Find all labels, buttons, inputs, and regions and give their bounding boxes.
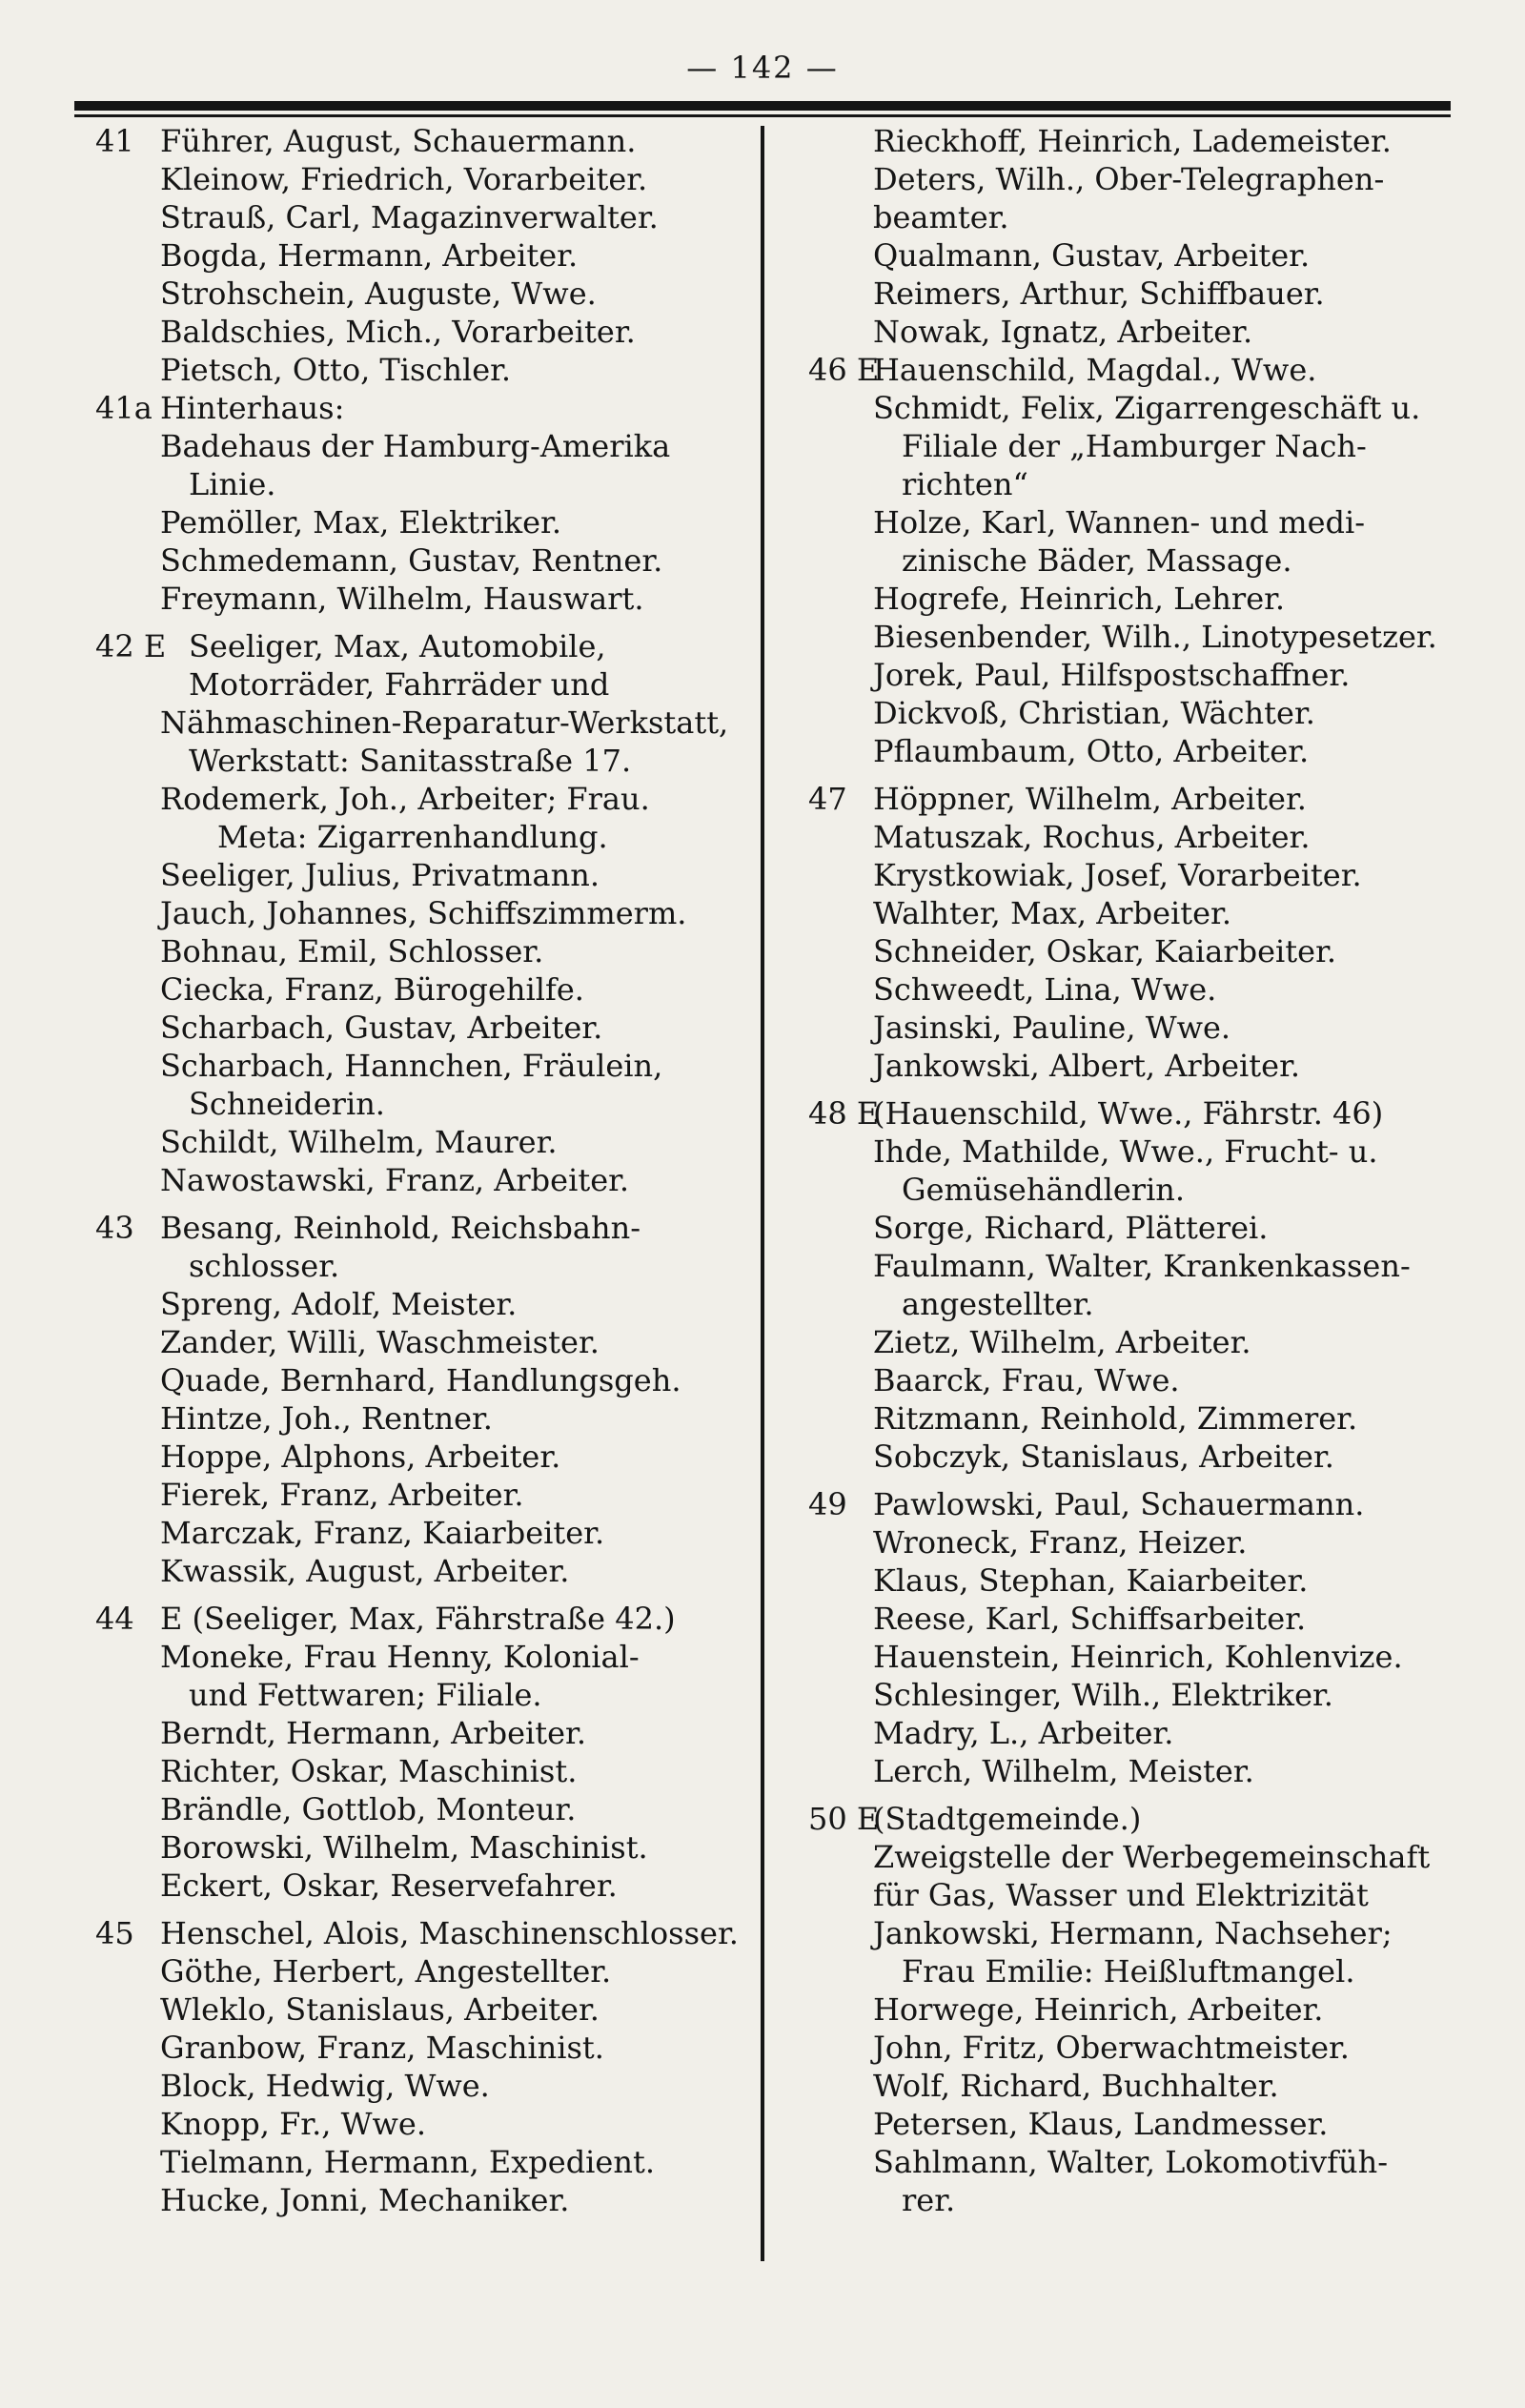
resident-text: Hauenschild, Magdal., Wwe.: [873, 352, 1317, 388]
resident-line: [95, 1990, 762, 2029]
resident-line: [95, 1790, 762, 1828]
resident-text: Besang, Reinhold, Reichsbahn-: [160, 1210, 641, 1246]
resident-text: Sobczyk, Stanislaus, Arbeiter.: [873, 1439, 1334, 1475]
resident-line: [808, 122, 1475, 160]
resident-line: [808, 160, 1475, 198]
resident-text: Petersen, Klaus, Landmesser.: [873, 2106, 1329, 2142]
resident-line: [808, 1752, 1475, 1790]
resident-line: [808, 2105, 1475, 2143]
resident-text: Wolf, Richard, Buchhalter.: [873, 2068, 1279, 2104]
house-entry: [808, 122, 1475, 351]
resident-text: Werkstatt: Sanitasstraße 17.: [189, 743, 632, 779]
resident-text: Dickvoß, Christian, Wächter.: [873, 695, 1315, 731]
resident-line: [808, 1485, 1475, 1523]
resident-text: Klaus, Stephan, Kaiarbeiter.: [873, 1562, 1309, 1599]
resident-text: Wleklo, Stanislaus, Arbeiter.: [160, 1991, 600, 2028]
resident-line: [808, 970, 1475, 1009]
resident-text: Freymann, Wilhelm, Hauswart.: [160, 581, 644, 617]
resident-text: Qualmann, Gustav, Arbeiter.: [873, 237, 1311, 274]
resident-text: Motorräder, Fahrräder und: [189, 666, 610, 703]
resident-text: Berndt, Hermann, Arbeiter.: [160, 1715, 586, 1751]
resident-line: [808, 1399, 1475, 1438]
resident-text: Strohschein, Auguste, Wwe.: [160, 275, 597, 312]
house-number: 48 E: [808, 1095, 880, 1132]
resident-text: Schmidt, Felix, Zigarrengeschäft u.: [873, 390, 1421, 426]
house-entry: [808, 1094, 1475, 1476]
resident-line: [808, 932, 1475, 970]
resident-line: [95, 932, 762, 970]
resident-line: [95, 2067, 762, 2105]
house-entry: [95, 1209, 762, 1590]
resident-line: [95, 1867, 762, 1905]
house-entry: [808, 780, 1475, 1085]
resident-text: Spreng, Adolf, Meister.: [160, 1286, 518, 1322]
resident-line: [808, 1676, 1475, 1714]
resident-text: Pawlowski, Paul, Schauermann.: [873, 1486, 1365, 1522]
resident-text: Rieckhoff, Heinrich, Lademeister.: [873, 123, 1392, 159]
resident-text: Pietsch, Otto, Tischler.: [160, 352, 512, 388]
resident-line: [808, 1323, 1475, 1361]
resident-text: Hintze, Joh., Rentner.: [160, 1400, 493, 1437]
resident-line: [95, 856, 762, 894]
resident-line: [808, 541, 1475, 580]
resident-line: [808, 1914, 1475, 1952]
house-entry: [95, 1914, 762, 2219]
resident-text: Ritzmann, Reinhold, Zimmerer.: [873, 1400, 1358, 1437]
resident-text: beamter.: [873, 199, 1009, 235]
resident-line: [95, 198, 762, 236]
resident-line: [95, 1323, 762, 1361]
resident-text: (Hauenschild, Wwe., Fährstr. 46): [873, 1095, 1384, 1132]
resident-line: [95, 2105, 762, 2143]
resident-line: [95, 275, 762, 313]
resident-text: Horwege, Heinrich, Arbeiter.: [873, 1991, 1324, 2028]
resident-line: [808, 465, 1475, 503]
resident-line: [808, 1285, 1475, 1323]
resident-line: [808, 1247, 1475, 1285]
resident-line: [95, 1438, 762, 1476]
resident-text: Krystkowiak, Josef, Vorarbeiter.: [873, 857, 1362, 893]
resident-text: Filiale der „Hamburger Nach-: [902, 428, 1367, 464]
resident-line: [808, 1047, 1475, 1085]
resident-line: [808, 1561, 1475, 1600]
resident-text: Pemöller, Max, Elektriker.: [160, 504, 561, 541]
resident-text: Block, Hedwig, Wwe.: [160, 2068, 490, 2104]
resident-text: Jasinski, Pauline, Wwe.: [873, 1010, 1231, 1046]
resident-line: [808, 313, 1475, 351]
house-entry: [808, 1485, 1475, 1790]
resident-line: [95, 160, 762, 198]
resident-text: Hucke, Jonni, Mechaniker.: [160, 2182, 570, 2218]
resident-line: [808, 351, 1475, 389]
resident-line: [95, 236, 762, 275]
resident-line: [95, 465, 762, 503]
house-entry: [95, 1600, 762, 1905]
resident-line: [95, 1247, 762, 1285]
resident-text: E (Seeliger, Max, Fährstraße 42.): [160, 1601, 676, 1637]
resident-line: [808, 2143, 1475, 2181]
resident-text: Schmedemann, Gustav, Rentner.: [160, 542, 663, 579]
resident-line: [95, 1123, 762, 1161]
resident-line: [808, 1361, 1475, 1399]
resident-line: [808, 580, 1475, 618]
resident-text: Knopp, Fr., Wwe.: [160, 2106, 426, 2142]
house-number: 42 E: [95, 628, 167, 664]
resident-text: Seeliger, Julius, Privatmann.: [160, 857, 600, 893]
resident-line: [95, 1676, 762, 1714]
resident-line: [808, 694, 1475, 732]
resident-text: Führer, August, Schauermann.: [160, 123, 637, 159]
resident-text: Hauenstein, Heinrich, Kohlenvize.: [873, 1639, 1403, 1675]
resident-text: Nähmaschinen-Reparatur-Werkstatt,: [160, 704, 729, 741]
resident-text: Gemüsehändlerin.: [902, 1172, 1186, 1208]
resident-text: Nawostawski, Franz, Arbeiter.: [160, 1162, 630, 1198]
resident-text: Pflaumbaum, Otto, Arbeiter.: [873, 733, 1310, 769]
resident-text: Kwassik, August, Arbeiter.: [160, 1553, 570, 1589]
resident-text: Linie.: [189, 466, 276, 502]
resident-text: Jauch, Johannes, Schiffszimmerm.: [160, 895, 687, 931]
resident-text: Scharbach, Hannchen, Fräulein,: [160, 1048, 663, 1084]
resident-text: Granbow, Franz, Maschinist.: [160, 2030, 604, 2066]
resident-line: [808, 389, 1475, 427]
resident-line: [808, 1638, 1475, 1676]
resident-line: [95, 2181, 762, 2219]
house-entry: [808, 351, 1475, 770]
resident-line: [808, 1952, 1475, 1990]
resident-text: rer.: [902, 2182, 956, 2218]
resident-text: angestellter.: [902, 1286, 1094, 1322]
resident-text: Reimers, Arthur, Schiffbauer.: [873, 275, 1325, 312]
resident-text: Baldschies, Mich., Vorarbeiter.: [160, 314, 636, 350]
header-rule-thin: [74, 114, 1451, 117]
resident-text: Henschel, Alois, Maschinenschlosser.: [160, 1915, 739, 1951]
house-number: 41a: [95, 390, 152, 426]
right-column: [808, 122, 1475, 2229]
resident-line: [95, 313, 762, 351]
resident-line: [808, 818, 1475, 856]
resident-line: [808, 1990, 1475, 2029]
left-column: [95, 122, 762, 2229]
resident-line: [95, 1952, 762, 1990]
resident-line: [95, 970, 762, 1009]
house-number: 43: [95, 1210, 134, 1246]
resident-line: [95, 894, 762, 932]
resident-line: [808, 2029, 1475, 2067]
resident-line: [95, 1009, 762, 1047]
header-rule-thick: [74, 101, 1451, 111]
resident-line: [95, 1752, 762, 1790]
resident-text: Bohnau, Emil, Schlosser.: [160, 933, 544, 969]
resident-text: Borowski, Wilhelm, Maschinist.: [160, 1829, 648, 1866]
resident-line: [95, 627, 762, 665]
resident-line: [808, 198, 1475, 236]
resident-line: [95, 818, 762, 856]
house-number: 46 E: [808, 352, 880, 388]
resident-text: Hoppe, Alphons, Arbeiter.: [160, 1439, 561, 1475]
resident-line: [95, 1600, 762, 1638]
resident-text: Biesenbender, Wilh., Linotypesetzer.: [873, 619, 1437, 655]
resident-line: [95, 351, 762, 389]
resident-line: [808, 1009, 1475, 1047]
resident-text: Lerch, Wilhelm, Meister.: [873, 1753, 1254, 1789]
resident-line: [95, 1285, 762, 1323]
resident-text: Göthe, Herbert, Angestellter.: [160, 1953, 612, 1990]
resident-text: Hinterhaus:: [160, 390, 345, 426]
resident-line: [95, 503, 762, 541]
house-number: 45: [95, 1915, 134, 1951]
resident-text: Schneiderin.: [189, 1086, 385, 1122]
resident-line: [808, 656, 1475, 694]
resident-line: [808, 2067, 1475, 2105]
resident-line: [95, 1552, 762, 1590]
resident-text: Madry, L., Arbeiter.: [873, 1715, 1174, 1751]
resident-line: [808, 1094, 1475, 1133]
resident-line: [95, 1914, 762, 1952]
resident-text: Meta: Zigarrenhandlung.: [217, 819, 608, 855]
resident-text: Jorek, Paul, Hilfspostschaffner.: [873, 657, 1351, 693]
resident-text: Reese, Karl, Schiffsarbeiter.: [873, 1601, 1307, 1637]
resident-text: Jankowski, Albert, Arbeiter.: [873, 1048, 1301, 1084]
house-entry: [95, 122, 762, 389]
resident-line: [808, 1714, 1475, 1752]
resident-text: Zander, Willi, Waschmeister.: [160, 1324, 600, 1360]
resident-text: zinische Bäder, Massage.: [902, 542, 1292, 579]
resident-line: [808, 275, 1475, 313]
resident-line: [95, 427, 762, 465]
resident-text: Zweigstelle der Werbegemeinschaft: [873, 1839, 1431, 1875]
resident-text: Schweedt, Lina, Wwe.: [873, 971, 1217, 1008]
resident-line: [808, 236, 1475, 275]
resident-line: [808, 2181, 1475, 2219]
resident-text: Marczak, Franz, Kaiarbeiter.: [160, 1515, 605, 1551]
resident-line: [808, 1800, 1475, 1838]
resident-text: Seeliger, Max, Automobile,: [189, 628, 606, 664]
resident-line: [808, 1600, 1475, 1638]
resident-line: [95, 580, 762, 618]
resident-text: Walhter, Max, Arbeiter.: [873, 895, 1231, 931]
house-number: 41: [95, 123, 134, 159]
resident-line: [808, 1438, 1475, 1476]
resident-line: [808, 618, 1475, 656]
house-number: 44: [95, 1601, 134, 1637]
resident-line: [95, 389, 762, 427]
resident-text: Eckert, Oskar, Reservefahrer.: [160, 1867, 618, 1904]
house-entry: [95, 627, 762, 1199]
resident-text: und Fettwaren; Filiale.: [189, 1677, 542, 1713]
resident-line: [95, 1399, 762, 1438]
resident-text: für Gas, Wasser und Elektrizität: [873, 1877, 1369, 1913]
resident-line: [95, 541, 762, 580]
resident-line: [95, 1638, 762, 1676]
resident-text: (Stadtgemeinde.): [873, 1801, 1142, 1837]
resident-text: Matuszak, Rochus, Arbeiter.: [873, 819, 1311, 855]
resident-text: John, Fritz, Oberwachtmeister.: [873, 2030, 1350, 2066]
resident-text: Deters, Wilh., Ober-Telegraphen-: [873, 161, 1385, 197]
resident-text: Kleinow, Friedrich, Vorarbeiter.: [160, 161, 648, 197]
resident-line: [808, 856, 1475, 894]
resident-line: [95, 1047, 762, 1085]
resident-text: Fierek, Franz, Arbeiter.: [160, 1477, 524, 1513]
house-number: 49: [808, 1486, 847, 1522]
resident-text: Schneider, Oskar, Kaiarbeiter.: [873, 933, 1337, 969]
resident-line: [95, 665, 762, 704]
resident-line: [95, 742, 762, 780]
house-number: 47: [808, 781, 847, 817]
resident-text: Rodemerk, Joh., Arbeiter; Frau.: [160, 781, 650, 817]
resident-line: [95, 780, 762, 818]
resident-text: Jankowski, Hermann, Nachseher;: [873, 1915, 1393, 1951]
resident-text: Holze, Karl, Wannen- und medi-: [873, 504, 1366, 541]
resident-text: Scharbach, Gustav, Arbeiter.: [160, 1010, 603, 1046]
house-entry: [808, 1800, 1475, 2219]
resident-line: [808, 732, 1475, 770]
resident-line: [95, 1476, 762, 1514]
resident-text: Ciecka, Franz, Bürogehilfe.: [160, 971, 584, 1008]
resident-text: Frau Emilie: Heißluftmangel.: [902, 1953, 1355, 1990]
resident-line: [95, 2143, 762, 2181]
resident-line: [808, 1876, 1475, 1914]
resident-line: [95, 2029, 762, 2067]
resident-text: richten“: [902, 466, 1028, 502]
resident-text: Schlesinger, Wilh., Elektriker.: [873, 1677, 1333, 1713]
resident-text: schlosser.: [189, 1248, 340, 1284]
resident-text: Bogda, Hermann, Arbeiter.: [160, 237, 579, 274]
resident-line: [808, 780, 1475, 818]
resident-line: [95, 122, 762, 160]
resident-line: [95, 1714, 762, 1752]
resident-text: Richter, Oskar, Maschinist.: [160, 1753, 578, 1789]
resident-text: Moneke, Frau Henny, Kolonial-: [160, 1639, 640, 1675]
resident-text: Wroneck, Franz, Heizer.: [873, 1524, 1248, 1561]
resident-line: [95, 1828, 762, 1867]
house-number: 50 E: [808, 1801, 880, 1837]
resident-text: Baarck, Frau, Wwe.: [873, 1362, 1180, 1398]
resident-line: [95, 1085, 762, 1123]
resident-line: [95, 704, 762, 742]
resident-line: [808, 894, 1475, 932]
resident-line: [808, 1523, 1475, 1561]
resident-text: Ihde, Mathilde, Wwe., Frucht- u.: [873, 1133, 1378, 1170]
resident-text: Sorge, Richard, Plätterei.: [873, 1210, 1269, 1246]
resident-text: Quade, Bernhard, Handlungsgeh.: [160, 1362, 681, 1398]
resident-line: [95, 1361, 762, 1399]
resident-text: Schildt, Wilhelm, Maurer.: [160, 1124, 558, 1160]
resident-text: Badehaus der Hamburg-Amerika: [160, 428, 671, 464]
resident-text: Hogrefe, Heinrich, Lehrer.: [873, 581, 1286, 617]
resident-text: Brändle, Gottlob, Monteur.: [160, 1791, 577, 1827]
page-number: — 142 —: [686, 50, 839, 86]
resident-line: [95, 1161, 762, 1199]
resident-line: [808, 427, 1475, 465]
resident-text: Strauß, Carl, Magazinverwalter.: [160, 199, 659, 235]
resident-text: Höppner, Wilhelm, Arbeiter.: [873, 781, 1307, 817]
resident-text: Tielmann, Hermann, Expedient.: [160, 2144, 655, 2180]
resident-line: [95, 1514, 762, 1552]
house-entry: [95, 389, 762, 618]
resident-line: [808, 1209, 1475, 1247]
resident-line: [808, 503, 1475, 541]
resident-line: [808, 1838, 1475, 1876]
resident-text: Zietz, Wilhelm, Arbeiter.: [873, 1324, 1251, 1360]
resident-line: [808, 1171, 1475, 1209]
resident-text: Faulmann, Walter, Krankenkassen-: [873, 1248, 1411, 1284]
resident-text: Sahlmann, Walter, Lokomotivfüh-: [873, 2144, 1388, 2180]
resident-line: [95, 1209, 762, 1247]
resident-line: [808, 1133, 1475, 1171]
resident-text: Nowak, Ignatz, Arbeiter.: [873, 314, 1253, 350]
